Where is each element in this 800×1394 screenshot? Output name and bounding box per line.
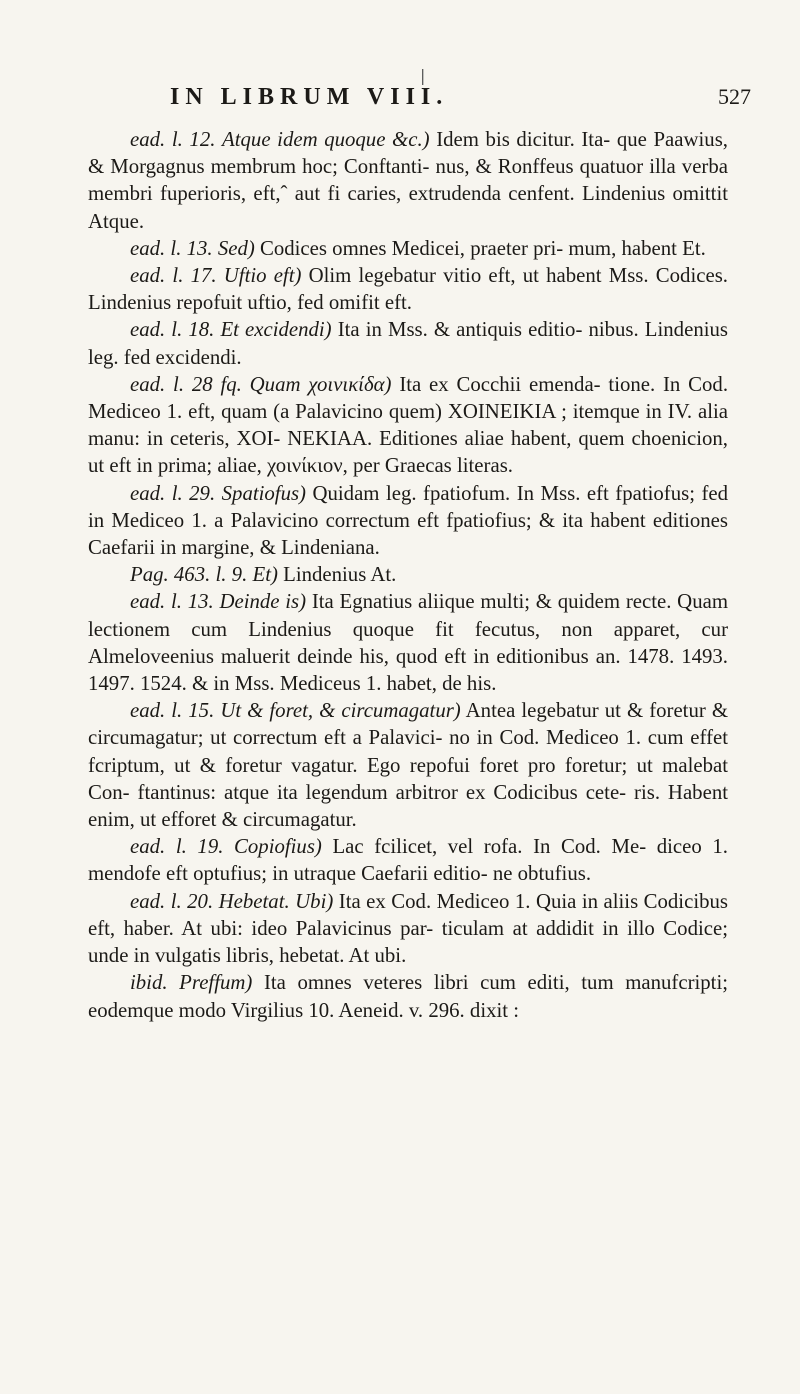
line-reference: Pag. 463. l. 9.: [130, 563, 248, 587]
lemma: Copiofius): [234, 835, 322, 859]
page-header: [0, 84, 800, 116]
note-text: Olim legebatur vitio eft, ut habent Mss. Codices. Lindenius repofuit uftio, fed omifit eft.: [88, 264, 728, 315]
line-reference: ead. l. 28 fq.: [130, 372, 242, 396]
print-mark: |: [420, 66, 426, 85]
lemma: Spatiofus): [221, 481, 306, 505]
note-entry: [88, 588, 728, 697]
note-text: Antea legebatur ut & foretur & circumagatur; ut correctum eft a Palavici- no in Cod. Mediceo 1. cum effet fcriptum, ut & foretur vagatur. Ego repofui foret pro foretur; ut malebat Con- ftantinus: atque ita legendum arbitror ex Codicibus cete- ris. Habent enim, ut efforet & circumagatur.: [88, 699, 729, 832]
note-text: Lac fcilicet, vel rofa. In Cod. Me- diceo 1. mendofe eft optufius; in utraque Caefarii editio- ne obtufius.: [88, 835, 728, 886]
lemma: Uftio eft): [223, 264, 302, 288]
lemma: Quam χοινικίδα): [249, 372, 392, 396]
note-text: Ita omnes veteres libri cum editi, tum manufcripti; eodemque modo Virgilius 10. Aeneid. v. 296. dixit :: [88, 971, 729, 1022]
lemma: Preffum): [179, 971, 253, 995]
line-reference: ead. l. 29.: [130, 481, 216, 505]
page-number: 527: [718, 84, 751, 109]
lemma: Atque idem quoque &c.): [222, 128, 430, 151]
note-text: Ita in Mss. & antiquis editio- nibus. Lindenius leg. fed excidendi.: [88, 318, 728, 369]
note-entry: [88, 316, 728, 370]
note-entry: [88, 561, 728, 588]
note-entry: [88, 371, 728, 480]
note-text: Quidam leg. fpatiofum. In Mss. eft fpatiofus; fed in Mediceo 1. a Palavicino correctum eft fpatiofius; & ita habent editiones Caefarii in margine, & Lindeniana.: [88, 481, 729, 560]
line-reference: ibid.: [130, 971, 168, 995]
note-text: Idem bis dicitur. Ita- que Paawius, & Morgagnus membrum hoc; Conftanti- nus, & Ronffeus quatuor illa verba membri fuperioris, eft,ˆ aut fi caries, extrudenda cenfent. Lindenius omittit Atque.: [88, 128, 728, 233]
note-entry: [88, 969, 728, 1023]
line-reference: ead. l. 13.: [130, 236, 213, 260]
note-entry: [88, 235, 728, 262]
lemma: Sed): [217, 236, 255, 260]
note-text: Ita ex Cocchii emenda- tione. In Cod. Mediceo 1. eft, quam (a Palavicino quem) XOINEIKIA ; itemque in IV. alia manu: in ceteris, XOI- NEKIAA. Editiones aliae habent, quem choenicion, ut eft in prima; aliae, χοινίκιον, per Graecas literas.: [88, 372, 729, 478]
note-text: Ita Egnatius aliique multi; & quidem recte. Quam lectionem cum Lindenius quoque fit fecutus, non apparet, cur Almeloveenius maluerit deinde his, quod eft in editionibus an. 1478. 1493. 1497. 1524. & in Mss. Mediceus 1. habet, de his.: [88, 590, 728, 696]
note-text: Codices omnes Medicei, praeter pri- mum, habent Et.: [259, 236, 706, 260]
line-reference: ead. l. 19.: [130, 835, 224, 859]
running-head: IN LIBRUM VIII.: [170, 84, 449, 110]
note-entry: [88, 833, 728, 887]
note-entry: [88, 888, 728, 970]
line-reference: ead. l. 15.: [130, 699, 215, 723]
note-text: Ita ex Cod. Mediceo 1. Quia in aliis Codicibus eft, haber. At ubi: ideo Palavicinus par- ticulam at addidit in illo Codice; unde in vulgatis libris, hebetat. At ubi.: [88, 889, 728, 968]
note-entry: [88, 697, 728, 833]
lemma: Deinde is): [219, 590, 307, 614]
lemma: Hebetat. Ubi): [218, 889, 334, 913]
lemma: Et): [252, 563, 278, 587]
line-reference: ead. l. 20.: [130, 889, 214, 913]
line-reference: ead. l. 12.: [130, 128, 216, 151]
note-entry: [88, 262, 728, 316]
note-entry: [88, 126, 728, 235]
commentary-body: [88, 126, 728, 1024]
note-text: Lindenius At.: [283, 563, 397, 587]
line-reference: ead. l. 18.: [130, 318, 215, 342]
line-reference: ead. l. 13.: [130, 590, 214, 614]
lemma: Ut & foret, & circumagatur): [220, 699, 461, 723]
line-reference: ead. l. 17.: [130, 264, 217, 288]
lemma: Et excidendi): [220, 318, 332, 342]
note-entry: [88, 480, 728, 562]
